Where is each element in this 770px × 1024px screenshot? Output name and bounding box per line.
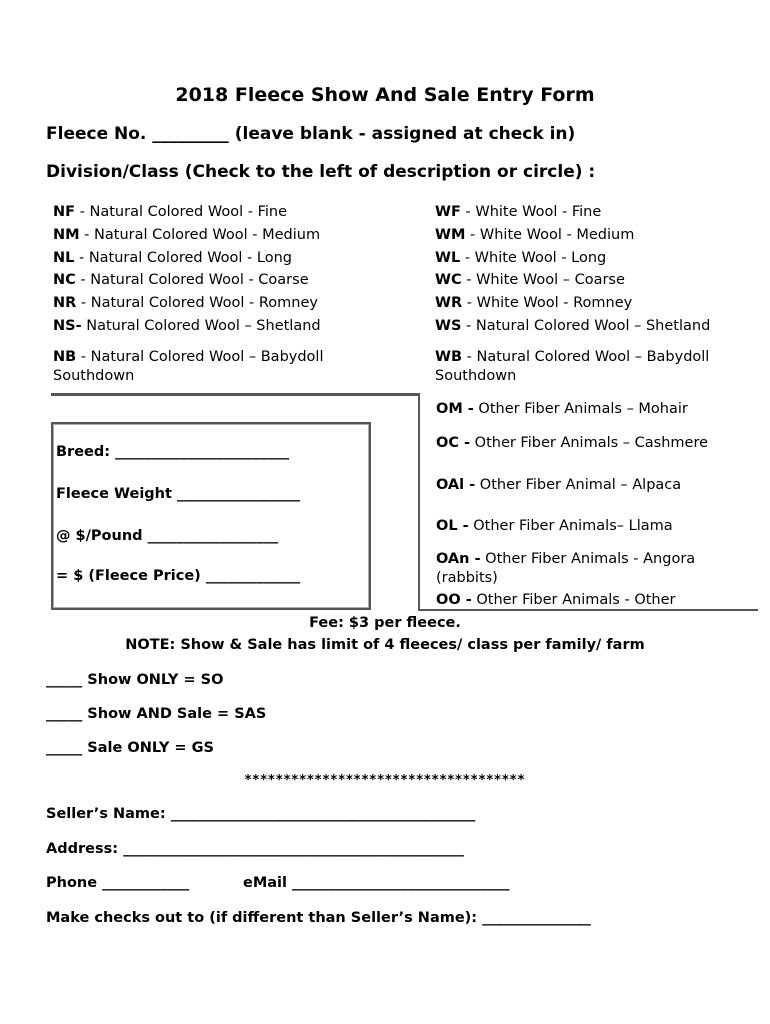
class-ol: OL - Other Fiber Animals– Llama [436, 518, 673, 534]
class-om: OM - Other Fiber Animals – Mohair [436, 401, 688, 417]
division-heading: Division/Class (Check to the left of description or circle) : [46, 162, 596, 182]
option-show-and-sale[interactable]: _____ Show AND Sale = SAS [46, 706, 267, 722]
class-nb: NB - Natural Colored Wool – Babydoll Southdown [53, 349, 324, 384]
breed-field[interactable]: Breed: ________________________ [56, 444, 290, 460]
class-nm: NM - Natural Colored Wool - Medium [53, 227, 321, 243]
class-oal: OAl - Other Fiber Animal – Alpaca [436, 477, 682, 493]
divider-vertical [418, 393, 420, 611]
class-nl: NL - Natural Colored Wool - Long [53, 250, 292, 266]
class-ns: NS- Natural Colored Wool – Shetland [53, 318, 321, 334]
separator-asterisks: ************************************ [244, 773, 526, 788]
class-oo: OO - Other Fiber Animals - Other [436, 592, 676, 608]
class-wf: WF - White Wool - Fine [435, 204, 602, 220]
class-wl: WL - White Wool - Long [435, 250, 607, 266]
class-wb: WB - Natural Colored Wool – Babydoll Southdown [435, 349, 710, 384]
class-nf: NF - Natural Colored Wool - Fine [53, 204, 287, 220]
class-nc: NC - Natural Colored Wool - Coarse [53, 272, 309, 288]
class-ws: WS - Natural Colored Wool – Shetland [435, 318, 711, 334]
divider-horizontal [51, 393, 419, 396]
phone-field[interactable]: Phone ____________ [46, 875, 190, 891]
seller-name-field[interactable]: Seller’s Name: __________________________________________ [46, 806, 476, 822]
fleece-number-line: Fleece No. _________ (leave blank - assigned at check in) [46, 124, 576, 144]
email-field[interactable]: eMail ______________________________ [243, 875, 510, 891]
class-oc: OC - Other Fiber Animals – Cashmere [436, 435, 709, 451]
class-oan: OAn - Other Fiber Animals - Angora (rabbits) [436, 551, 696, 586]
option-sale-only[interactable]: _____ Sale ONLY = GS [46, 740, 214, 756]
class-wr: WR - White Wool - Romney [435, 295, 633, 311]
address-field[interactable]: Address: _______________________________________________ [46, 841, 464, 857]
class-wc: WC - White Wool – Coarse [435, 272, 625, 288]
form-title: 2018 Fleece Show And Sale Entry Form [175, 84, 595, 106]
fleece-price-field[interactable]: = $ (Fleece Price) _____________ [56, 568, 301, 584]
checks-payable-field[interactable]: Make checks out to (if different than Seller’s Name): _______________ [46, 910, 591, 926]
divider-bottom-right [418, 609, 758, 611]
note-text: NOTE: Show & Sale has limit of 4 fleeces/ class per family/ farm [125, 637, 645, 653]
fleece-weight-field[interactable]: Fleece Weight _________________ [56, 486, 301, 502]
class-nr: NR - Natural Colored Wool - Romney [53, 295, 318, 311]
option-show-only[interactable]: _____ Show ONLY = SO [46, 672, 224, 688]
fee-text: Fee: $3 per fleece. [309, 615, 461, 631]
price-per-pound-field[interactable]: @ $/Pound __________________ [56, 528, 279, 544]
class-wm: WM - White Wool - Medium [435, 227, 635, 243]
